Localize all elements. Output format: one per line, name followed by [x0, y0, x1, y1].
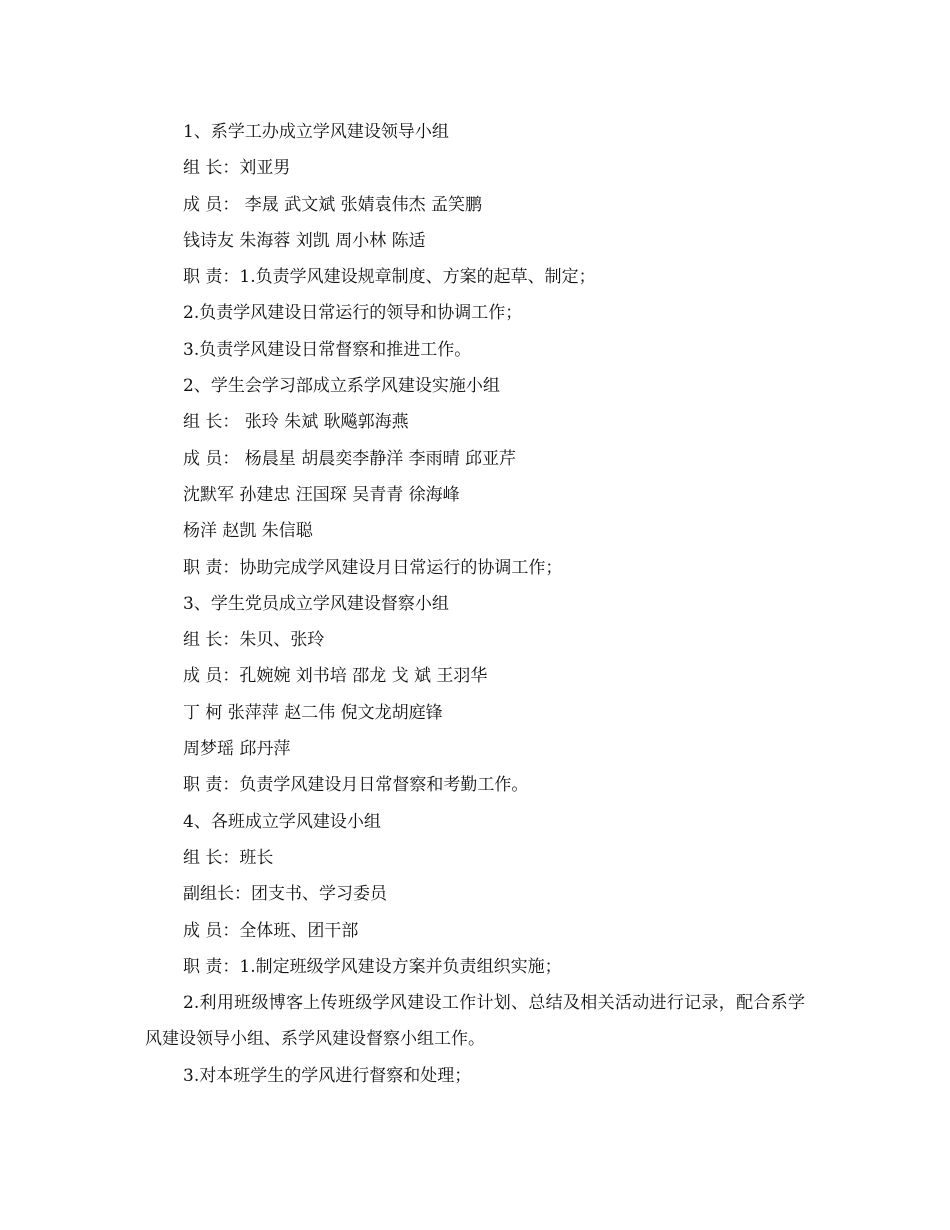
document-body [145, 114, 805, 1094]
section-1-heading: 1、系学工办成立学风建设领导小组 [183, 122, 449, 142]
section-2-heading: 2、学生会学习部成立系学风建设实施小组 [183, 376, 500, 397]
section-3-heading: 3、学生党员成立学风建设督察小组 [183, 593, 449, 614]
section-3-leader: 组 长：朱贝、张玲 [183, 630, 325, 651]
section-4-duty-3: 3.对本班学生的学风进行督察和处理； [183, 1065, 472, 1086]
section-2-duty: 职 责：协助完成学风建设月日常运行的协调工作； [183, 557, 563, 578]
section-4-members: 成 员：全体班、团干部 [183, 920, 359, 941]
section-4-leader: 组 长：班长 [183, 847, 274, 868]
section-2-leader: 组 长： 张玲 朱斌 耿飚郭海燕 [183, 412, 409, 433]
section-2-members-cont-1: 沈默军 孙建忠 汪国琛 吴青青 徐海峰 [183, 484, 460, 505]
section-4-heading: 4、各班成立学风建设小组 [183, 811, 381, 832]
section-2-members-cont-2: 杨洋 赵凯 朱信聪 [183, 521, 313, 542]
section-4-duty-2: 2.利用班级博客上传班级学风建设工作计划、总结及相关活动进行记录，配合系学风建设领导小组、系学风建设督察小组工作。 [145, 993, 805, 1050]
section-1-members: 成 员： 李晟 武文斌 张婧袁伟杰 孟笑鹏 [183, 194, 483, 215]
section-1-leader: 组 长：刘亚男 [183, 158, 291, 179]
section-1-duty-3: 3.负责学风建设日常督察和推进工作。 [183, 339, 472, 360]
section-1-members-cont: 钱诗友 朱海蓉 刘凯 周小林 陈适 [183, 230, 426, 251]
section-3-duty: 职 责：负责学风建设月日常督察和考勤工作。 [183, 775, 529, 796]
section-3-members: 成 员：孔婉婉 刘书培 邵龙 戈 斌 王羽华 [183, 666, 488, 687]
section-4-duty-1: 职 责：1.制定班级学风建设方案并负责组织实施； [183, 956, 562, 977]
section-1-duty-2: 2.负责学风建设日常运行的领导和协调工作； [183, 303, 523, 324]
section-2-members: 成 员： 杨晨星 胡晨奕李静洋 李雨晴 邱亚芹 [183, 448, 517, 469]
section-3-members-cont-2: 周梦瑶 邱丹萍 [183, 739, 291, 760]
section-4-deputy: 副组长：团支书、学习委员 [183, 884, 387, 905]
section-1-duty-1: 职 责：1.负责学风建设规章制度、方案的起草、制定； [183, 267, 596, 288]
section-3-members-cont-1: 丁 柯 张萍萍 赵二伟 倪文龙胡庭锋 [183, 702, 443, 723]
